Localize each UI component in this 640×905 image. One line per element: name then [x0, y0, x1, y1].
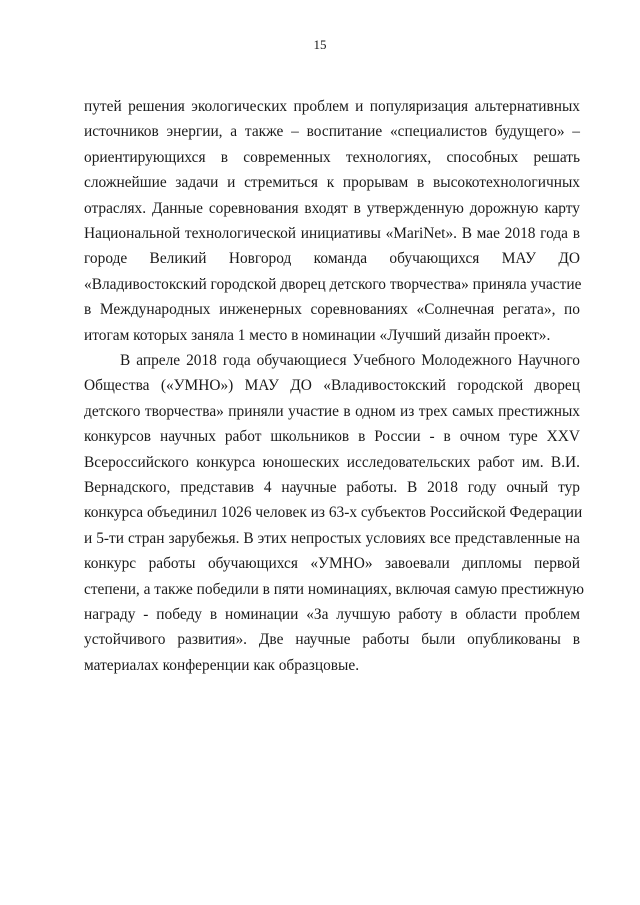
text-line: конкурс работы обучающихся «УМНО» завоевали дипломы первой — [84, 555, 580, 573]
text-line: отраслях. Данные соревнования входят в утвержденную дорожную карту — [84, 199, 580, 217]
text-line: путей решения экологических проблем и популяризация альтернативных — [84, 98, 580, 115]
text-line: сложнейшие задачи и стремиться к прорывам в высокотехнологичных — [84, 174, 580, 192]
text-line: «Владивостокский городской дворец детского творчества» приняла участие — [84, 275, 582, 293]
text-line: материалах конференции как образцовые. — [84, 656, 360, 674]
text-line: и 5-ти стран зарубежья. В этих непростых условиях все представленные на — [84, 529, 580, 547]
text-line: Всероссийского конкурса юношеских исследовательских работ им. В.И. — [84, 453, 580, 471]
text-line: источников энергии, а также – воспитание «специалистов будущего» – — [84, 123, 580, 141]
text-line: ориентирующихся в современных технологиях, способных решать — [84, 148, 580, 166]
text-line: конкурса объединил 1026 человек из 63-х субъектов Российской Федерации — [84, 504, 583, 522]
text-line: Вернадского, представив 4 научные работы. В 2018 году очный тур — [84, 478, 580, 496]
text-line: итогам которых заняла 1 место в номинации «Лучший дизайн проект». — [84, 326, 551, 344]
text-line: устойчивого развития». Две научные работы были опубликованы в — [84, 631, 580, 649]
text-line: городе Великий Новгород команда обучающихся МАУ ДО — [84, 250, 580, 268]
text-line: Общества («УМНО») МАУ ДО «Владивостокский городской дворец — [84, 377, 580, 395]
page-number: 15 — [313, 37, 327, 52]
text-line: Национальной технологической инициативы «MariNet». В мае 2018 года в — [84, 224, 580, 242]
text-line: детского творчества» приняли участие в одном из трех самых престижных — [84, 402, 580, 420]
text-line: конкурсов научных работ школьников в России - в очном туре XXV — [84, 428, 580, 446]
text-line: награду - победу в номинации «За лучшую работу в области проблем — [84, 605, 580, 623]
text-line: в Международных инженерных соревнованиях «Солнечная регата», по — [84, 301, 580, 319]
paragraph-2 — [84, 348, 584, 678]
paragraph-1 — [84, 94, 580, 348]
text-line: степени, а также победили в пяти номинациях, включая самую престижную — [84, 580, 584, 598]
text-line: В апреле 2018 года обучающиеся Учебного Молодежного Научного — [120, 352, 580, 369]
